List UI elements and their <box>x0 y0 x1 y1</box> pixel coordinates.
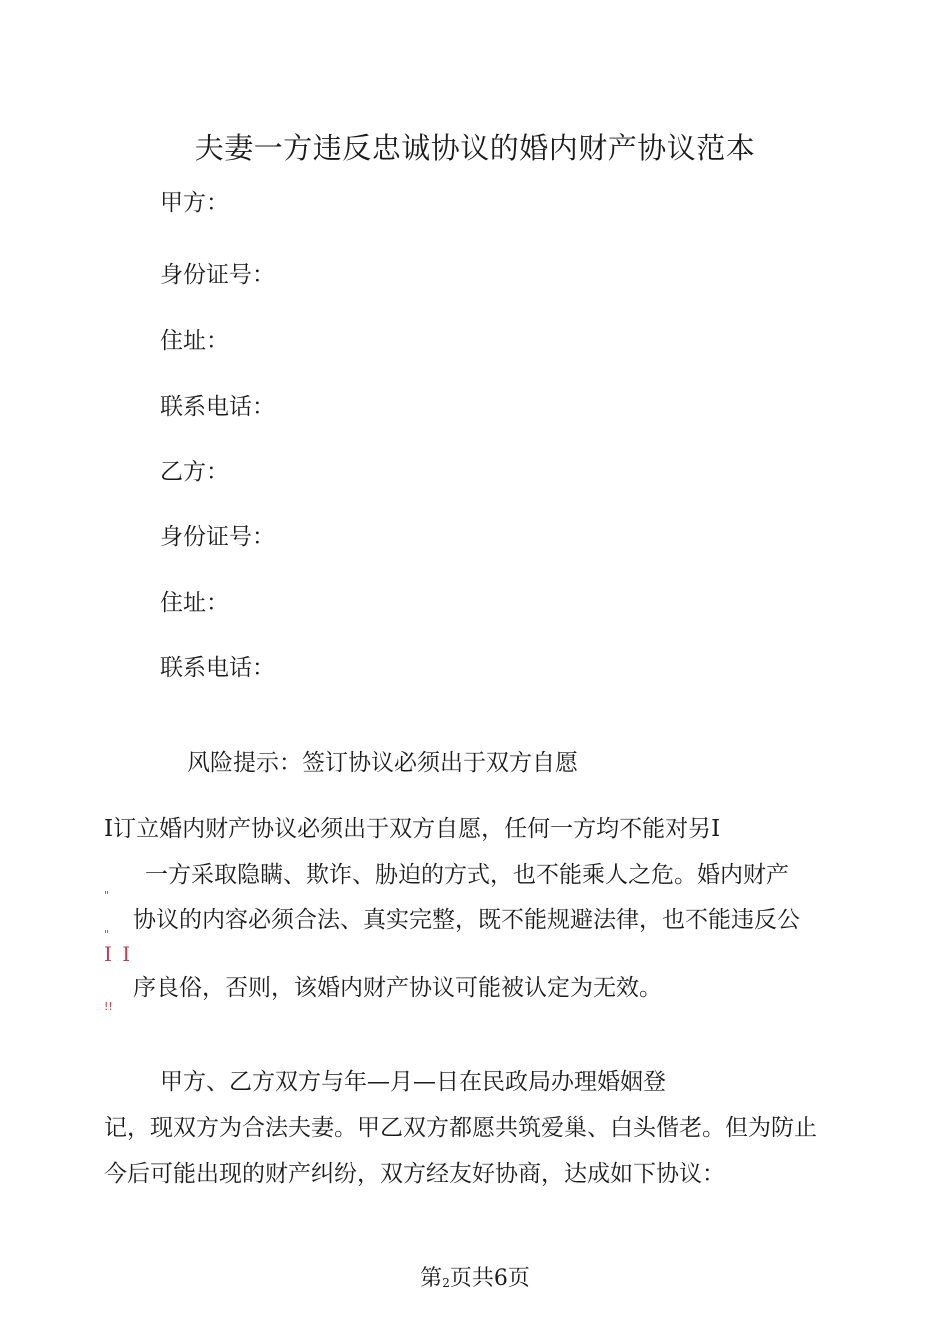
party-a-phone-label: 联系电话： <box>160 394 275 420</box>
risk-notice-line: I订立婚内财产协议必须出于双方自愿，任何一方均不能对另I <box>104 816 721 842</box>
margin-mark: I I <box>104 942 133 966</box>
footer-suffix: 页共6页 <box>449 1266 530 1291</box>
risk-notice-line: 协议的内容必须合法、真实完整，既不能规避法律，也不能违反公 <box>133 907 800 933</box>
party-a-address-label: 住址： <box>160 328 229 354</box>
footer-page-number: 2 <box>442 1276 450 1290</box>
margin-mark: !! <box>104 1000 113 1013</box>
party-b-id-label: 身份证号： <box>160 524 275 550</box>
margin-mark: " <box>104 889 110 902</box>
intro-line: 甲方、乙方双方与年—月—日在民政局办理婚姻登 <box>160 1069 666 1095</box>
risk-notice-line: 一方采取隐瞒、欺诈、胁迫的方式，也不能乘人之危。婚内财产 <box>145 862 789 888</box>
page-footer <box>0 1268 950 1290</box>
intro-line: 今后可能出现的财产纠纷，双方经友好协商，达成如下协议： <box>104 1161 725 1187</box>
risk-notice-line: 序良俗，否则，该婚内财产协议可能被认定为无效。 <box>133 975 662 1001</box>
party-b-phone-label: 联系电话： <box>160 655 275 681</box>
risk-notice-heading: 风险提示：签订协议必须出于双方自愿 <box>187 750 578 776</box>
footer-prefix: 第 <box>420 1266 443 1291</box>
party-b-label: 乙方： <box>160 459 229 485</box>
party-b-address-label: 住址： <box>160 590 229 616</box>
party-a-label: 甲方： <box>160 190 229 216</box>
intro-line: 记，现双方为合法夫妻。甲乙双方都愿共筑爱巢、白头偕老。但为防止 <box>104 1115 817 1141</box>
document-title: 夫妻一方违反忠诚协议的婚内财产协议范本 <box>194 131 756 165</box>
margin-mark: " <box>104 928 110 941</box>
party-a-id-label: 身份证号： <box>160 262 275 288</box>
